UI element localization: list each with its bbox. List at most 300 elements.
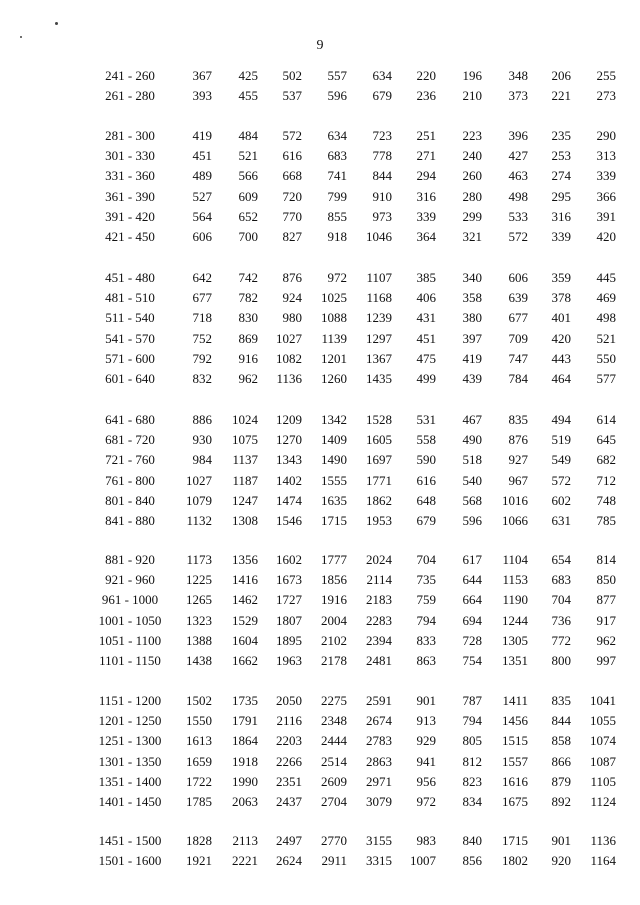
value-cell: 1297	[366, 330, 392, 346]
value-cell: 606	[192, 229, 212, 244]
value-cell: 1187	[232, 472, 258, 488]
value-cell: 917	[596, 612, 616, 628]
range-cell: 721 - 760	[105, 452, 155, 468]
value-cell: 1502	[186, 693, 212, 708]
value-cell: 2591	[366, 693, 392, 708]
value-cell: 494	[551, 412, 571, 427]
value-cell: 1990	[232, 773, 258, 789]
value-cell: 644	[462, 572, 482, 588]
value-cell: 704	[416, 552, 436, 567]
value-cell: 794	[462, 713, 482, 729]
value-cell: 694	[462, 612, 482, 628]
value-cell: 929	[416, 733, 436, 749]
table-row	[0, 611, 640, 631]
value-cell: 1356	[232, 552, 258, 567]
value-cell: 1305	[502, 632, 528, 648]
value-cell: 1088	[321, 310, 347, 326]
value-cell: 617	[462, 552, 482, 567]
value-cell: 1462	[232, 592, 258, 608]
table-row	[0, 126, 640, 146]
value-cell: 728	[462, 632, 482, 648]
value-cell: 850	[596, 572, 616, 588]
value-cell: 972	[327, 270, 347, 285]
value-cell: 2102	[321, 632, 347, 648]
value-cell: 1239	[366, 310, 392, 326]
value-cell: 787	[462, 693, 482, 708]
value-cell: 502	[282, 68, 302, 83]
range-cell: 391 - 420	[105, 208, 155, 224]
value-cell: 549	[551, 452, 571, 468]
value-cell: 484	[238, 128, 258, 143]
page-number: 9	[316, 38, 324, 53]
value-cell: 210	[462, 88, 482, 104]
value-cell: 877	[596, 592, 616, 608]
value-cell: 1557	[502, 753, 528, 769]
value-cell: 1007	[410, 853, 436, 869]
value-cell: 683	[327, 148, 347, 164]
value-cell: 550	[596, 350, 616, 366]
table-row	[0, 430, 640, 450]
value-cell: 1474	[276, 492, 302, 508]
value-cell: 1895	[276, 632, 302, 648]
value-cell: 1153	[502, 572, 528, 588]
range-cell: 1451 - 1500	[98, 833, 162, 848]
value-cell: 2183	[366, 592, 392, 608]
table-row	[0, 349, 640, 369]
range-cell: 1401 - 1450	[98, 794, 162, 809]
value-cell: 2116	[276, 713, 302, 729]
value-cell: 401	[551, 310, 571, 326]
value-cell: 316	[416, 188, 436, 204]
range-cell: 1301 - 1350	[98, 753, 162, 769]
value-cell: 1438	[186, 653, 212, 668]
value-cell: 785	[596, 513, 616, 528]
value-cell: 1025	[321, 290, 347, 306]
table-row	[0, 308, 640, 328]
value-cell: 1791	[232, 713, 258, 729]
value-cell: 339	[551, 229, 571, 244]
value-cell: 1715	[502, 833, 528, 848]
value-cell: 1270	[276, 432, 302, 448]
value-cell: 759	[416, 592, 436, 608]
value-cell: 274	[551, 168, 571, 184]
value-cell: 518	[462, 452, 482, 468]
value-cell: 614	[596, 412, 616, 427]
value-cell: 1604	[232, 632, 258, 648]
value-cell: 799	[327, 188, 347, 204]
value-cell: 2674	[366, 713, 392, 729]
value-cell: 835	[508, 412, 528, 427]
value-cell: 834	[462, 794, 482, 809]
value-cell: 1351	[502, 653, 528, 668]
value-cell: 930	[192, 432, 212, 448]
value-cell: 2178	[321, 653, 347, 668]
value-cell: 1673	[276, 572, 302, 588]
value-cell: 1490	[321, 452, 347, 468]
value-cell: 339	[596, 168, 616, 184]
table-row	[0, 691, 640, 711]
value-cell: 1027	[186, 472, 212, 488]
value-cell: 1046	[366, 229, 392, 244]
table-row	[0, 471, 640, 491]
value-cell: 1137	[232, 452, 258, 468]
value-cell: 540	[462, 472, 482, 488]
value-cell: 754	[462, 653, 482, 668]
value-cell: 913	[416, 713, 436, 729]
value-cell: 537	[282, 88, 302, 104]
range-cell: 1201 - 1250	[98, 713, 162, 729]
value-cell: 419	[462, 350, 482, 366]
value-cell: 2394	[366, 632, 392, 648]
value-cell: 869	[238, 330, 258, 346]
value-cell: 1367	[366, 350, 392, 366]
value-cell: 385	[416, 270, 436, 285]
table-row	[0, 772, 640, 792]
value-cell: 735	[416, 572, 436, 588]
value-cell: 827	[282, 229, 302, 244]
value-cell: 747	[508, 350, 528, 366]
value-cell: 1168	[366, 290, 392, 306]
value-cell: 498	[508, 188, 528, 204]
value-cell: 533	[508, 208, 528, 224]
value-cell: 2351	[276, 773, 302, 789]
table-row	[0, 166, 640, 186]
table-row	[0, 227, 640, 247]
value-cell: 406	[416, 290, 436, 306]
value-cell: 652	[238, 208, 258, 224]
value-cell: 313	[596, 148, 616, 164]
value-cell: 490	[462, 432, 482, 448]
value-cell: 901	[416, 693, 436, 708]
value-cell: 596	[327, 88, 347, 104]
value-cell: 557	[327, 68, 347, 83]
table-row	[0, 66, 640, 86]
value-cell: 1024	[232, 412, 258, 427]
value-cell: 794	[416, 612, 436, 628]
value-cell: 223	[462, 128, 482, 143]
value-cell: 359	[551, 270, 571, 285]
value-cell: 677	[192, 290, 212, 306]
value-cell: 240	[462, 148, 482, 164]
value-cell: 823	[462, 773, 482, 789]
value-cell: 290	[596, 128, 616, 143]
value-cell: 1616	[502, 773, 528, 789]
value-cell: 2971	[366, 773, 392, 789]
value-cell: 664	[462, 592, 482, 608]
value-cell: 602	[551, 492, 571, 508]
value-cell: 420	[551, 330, 571, 346]
value-cell: 2275	[321, 693, 347, 708]
range-cell: 331 - 360	[105, 168, 155, 184]
value-cell: 956	[416, 773, 436, 789]
value-cell: 616	[282, 148, 302, 164]
value-cell: 980	[282, 310, 302, 326]
range-cell: 601 - 640	[105, 371, 155, 386]
value-cell: 572	[282, 128, 302, 143]
range-cell: 451 - 480	[105, 270, 155, 285]
table-row	[0, 731, 640, 751]
table-row	[0, 752, 640, 772]
value-cell: 1075	[232, 432, 258, 448]
value-cell: 679	[416, 513, 436, 528]
value-cell: 984	[192, 452, 212, 468]
value-cell: 920	[551, 853, 571, 869]
value-cell: 519	[551, 432, 571, 448]
value-cell: 393	[192, 88, 212, 104]
value-cell: 856	[462, 853, 482, 869]
range-cell: 261 - 280	[105, 88, 155, 104]
value-cell: 1244	[502, 612, 528, 628]
value-cell: 1066	[502, 513, 528, 528]
table-row	[0, 268, 640, 288]
value-cell: 835	[551, 693, 571, 708]
value-cell: 1697	[366, 452, 392, 468]
value-cell: 1722	[186, 773, 212, 789]
value-cell: 634	[327, 128, 347, 143]
value-cell: 439	[462, 371, 482, 386]
range-cell: 571 - 600	[105, 350, 155, 366]
value-cell: 3315	[366, 853, 392, 869]
value-cell: 1785	[186, 794, 212, 809]
value-cell: 220	[416, 68, 436, 83]
value-cell: 792	[192, 350, 212, 366]
value-cell: 1416	[232, 572, 258, 588]
value-cell: 866	[551, 753, 571, 769]
value-cell: 997	[596, 653, 616, 668]
value-cell: 373	[508, 88, 528, 104]
value-cell: 606	[508, 270, 528, 285]
value-cell: 712	[596, 472, 616, 488]
value-cell: 967	[508, 472, 528, 488]
value-cell: 221	[551, 88, 571, 104]
value-cell: 2481	[366, 653, 392, 668]
value-cell: 531	[416, 412, 436, 427]
value-cell: 844	[372, 168, 392, 184]
value-cell: 469	[596, 290, 616, 306]
value-cell: 962	[238, 371, 258, 386]
value-cell: 1402	[276, 472, 302, 488]
value-cell: 631	[551, 513, 571, 528]
range-cell: 801 - 840	[105, 492, 155, 508]
value-cell: 451	[416, 330, 436, 346]
value-cell: 455	[238, 88, 258, 104]
range-cell: 1151 - 1200	[98, 693, 162, 708]
value-cell: 1260	[321, 371, 347, 386]
range-cell: 961 - 1000	[101, 592, 159, 608]
value-cell: 280	[462, 188, 482, 204]
value-cell: 196	[462, 68, 482, 83]
table-row	[0, 590, 640, 610]
table-row	[0, 511, 640, 531]
value-cell: 748	[596, 492, 616, 508]
value-cell: 348	[508, 68, 528, 83]
value-cell: 445	[596, 270, 616, 285]
value-cell: 380	[462, 310, 482, 326]
value-cell: 1963	[276, 653, 302, 668]
value-cell: 1027	[276, 330, 302, 346]
table-row	[0, 631, 640, 651]
value-cell: 467	[462, 412, 482, 427]
value-cell: 2113	[232, 833, 258, 848]
value-cell: 784	[508, 371, 528, 386]
value-cell: 1529	[232, 612, 258, 628]
value-cell: 273	[596, 88, 616, 104]
value-cell: 364	[416, 229, 436, 244]
value-cell: 1555	[321, 472, 347, 488]
value-cell: 844	[551, 713, 571, 729]
value-cell: 916	[238, 350, 258, 366]
range-cell: 1351 - 1400	[98, 773, 162, 789]
value-cell: 316	[551, 208, 571, 224]
value-cell: 812	[462, 753, 482, 769]
value-cell: 451	[192, 148, 212, 164]
value-cell: 463	[508, 168, 528, 184]
value-cell: 924	[282, 290, 302, 306]
value-cell: 489	[192, 168, 212, 184]
value-cell: 927	[508, 452, 528, 468]
value-cell: 805	[462, 733, 482, 749]
value-cell: 1605	[366, 432, 392, 448]
value-cell: 1662	[232, 653, 258, 668]
value-cell: 206	[551, 68, 571, 83]
value-cell: 321	[462, 229, 482, 244]
value-cell: 1132	[186, 513, 212, 528]
value-cell: 1856	[321, 572, 347, 588]
value-cell: 918	[327, 229, 347, 244]
value-cell: 521	[596, 330, 616, 346]
value-cell: 521	[238, 148, 258, 164]
value-cell: 397	[462, 330, 482, 346]
value-cell: 2911	[321, 853, 347, 869]
value-cell: 616	[416, 472, 436, 488]
value-cell: 634	[372, 68, 392, 83]
value-cell: 720	[282, 188, 302, 204]
value-cell: 431	[416, 310, 436, 326]
value-cell: 2221	[232, 853, 258, 869]
range-cell: 921 - 960	[105, 572, 155, 588]
value-cell: 1124	[590, 794, 616, 809]
value-cell: 654	[551, 552, 571, 567]
value-cell: 340	[462, 270, 482, 285]
value-cell: 723	[372, 128, 392, 143]
value-cell: 972	[416, 794, 436, 809]
value-cell: 983	[416, 833, 436, 848]
value-cell: 443	[551, 350, 571, 366]
value-cell: 1435	[366, 371, 392, 386]
value-cell: 772	[551, 632, 571, 648]
value-cell: 498	[596, 310, 616, 326]
value-cell: 858	[551, 733, 571, 749]
value-cell: 833	[416, 632, 436, 648]
value-cell: 2283	[366, 612, 392, 628]
value-cell: 2024	[366, 552, 392, 567]
value-cell: 358	[462, 290, 482, 306]
range-cell: 361 - 390	[105, 188, 155, 204]
value-cell: 420	[596, 229, 616, 244]
value-cell: 1225	[186, 572, 212, 588]
value-cell: 1136	[590, 833, 616, 848]
table-row	[0, 369, 640, 389]
value-cell: 1515	[502, 733, 528, 749]
value-cell: 464	[551, 371, 571, 386]
value-cell: 1107	[366, 270, 392, 285]
value-cell: 1323	[186, 612, 212, 628]
value-cell: 419	[192, 128, 212, 143]
value-cell: 2063	[232, 794, 258, 809]
value-cell: 2783	[366, 733, 392, 749]
value-cell: 800	[551, 653, 571, 668]
value-cell: 2770	[321, 833, 347, 848]
value-cell: 1715	[321, 513, 347, 528]
value-cell: 1864	[232, 733, 258, 749]
value-cell: 1862	[366, 492, 392, 508]
range-cell: 511 - 540	[105, 310, 155, 326]
value-cell: 2266	[276, 753, 302, 769]
table-row	[0, 711, 640, 731]
value-cell: 752	[192, 330, 212, 346]
value-cell: 572	[551, 472, 571, 488]
value-cell: 886	[192, 412, 212, 427]
value-cell: 299	[462, 208, 482, 224]
value-cell: 863	[416, 653, 436, 668]
value-cell: 1409	[321, 432, 347, 448]
value-cell: 679	[372, 88, 392, 104]
value-cell: 2444	[321, 733, 347, 749]
value-cell: 1079	[186, 492, 212, 508]
range-cell: 1101 - 1150	[99, 653, 161, 668]
value-cell: 253	[551, 148, 571, 164]
value-cell: 1735	[232, 693, 258, 708]
value-cell: 609	[238, 188, 258, 204]
value-cell: 1265	[186, 592, 212, 608]
range-cell: 421 - 450	[105, 229, 155, 244]
value-cell: 941	[416, 753, 436, 769]
value-cell: 700	[238, 229, 258, 244]
value-cell: 391	[596, 208, 616, 224]
value-cell: 1308	[232, 513, 258, 528]
value-cell: 1771	[366, 472, 392, 488]
value-cell: 1164	[590, 853, 616, 869]
table-row	[0, 831, 640, 851]
value-cell: 1104	[502, 552, 528, 567]
value-cell: 566	[238, 168, 258, 184]
value-cell: 1201	[321, 350, 347, 366]
value-cell: 558	[416, 432, 436, 448]
value-cell: 1546	[276, 513, 302, 528]
value-cell: 367	[192, 68, 212, 83]
value-cell: 1675	[502, 794, 528, 809]
value-cell: 564	[192, 208, 212, 224]
value-cell: 2704	[321, 794, 347, 809]
value-cell: 271	[416, 148, 436, 164]
value-cell: 1613	[186, 733, 212, 749]
value-cell: 876	[508, 432, 528, 448]
value-cell: 568	[462, 492, 482, 508]
value-cell: 1456	[502, 713, 528, 729]
value-cell: 590	[416, 452, 436, 468]
value-cell: 2050	[276, 693, 302, 708]
value-cell: 1209	[276, 412, 302, 427]
value-cell: 1041	[590, 693, 616, 708]
range-cell: 1001 - 1050	[98, 612, 162, 628]
range-cell: 281 - 300	[105, 128, 155, 143]
value-cell: 1807	[276, 612, 302, 628]
value-cell: 295	[551, 188, 571, 204]
value-cell: 1953	[366, 513, 392, 528]
value-cell: 1190	[502, 592, 528, 608]
value-cell: 1921	[186, 853, 212, 869]
table-row	[0, 187, 640, 207]
